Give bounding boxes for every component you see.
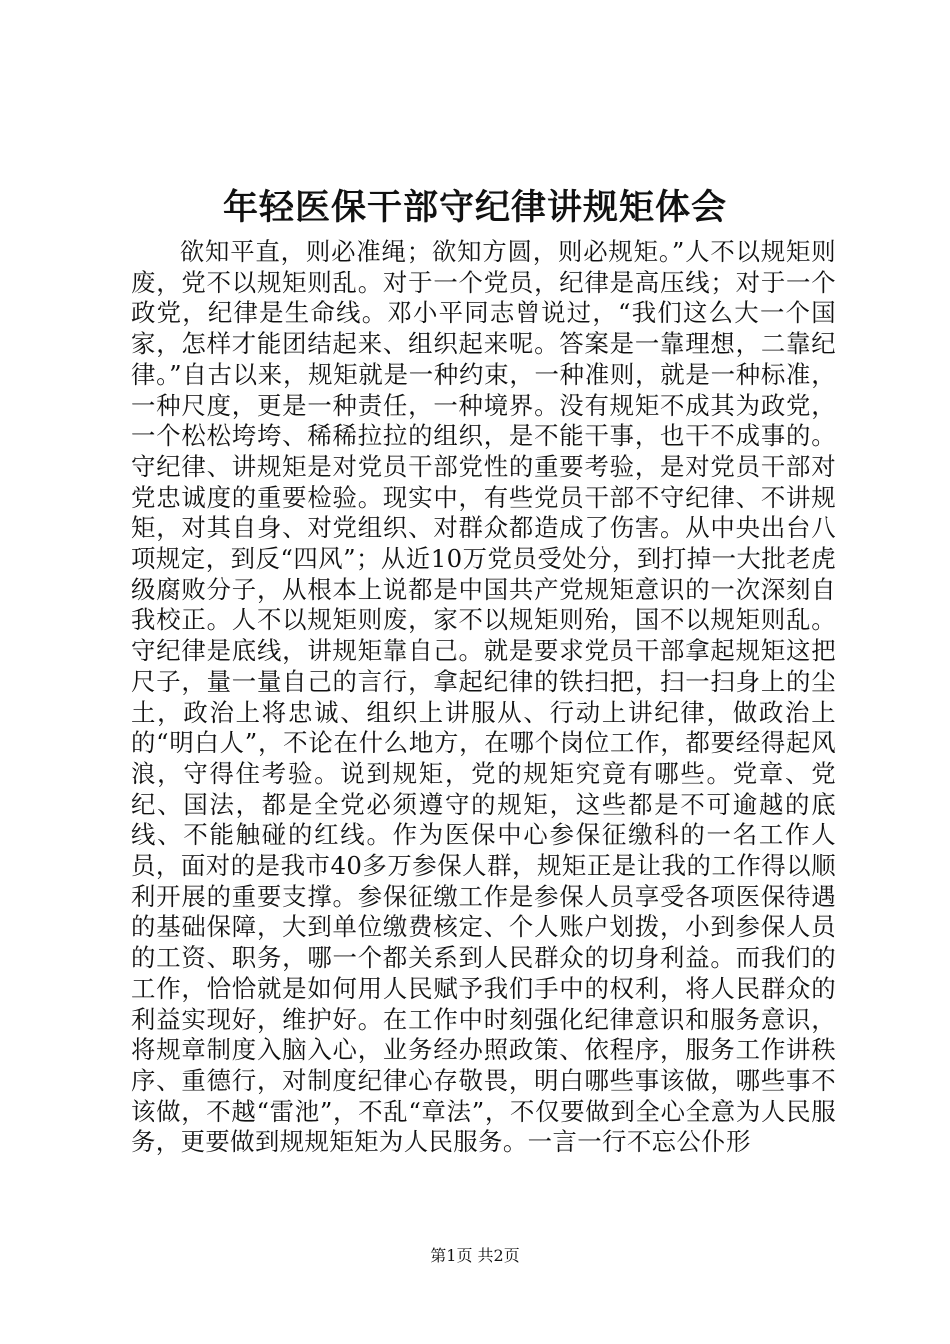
page-number-footer: 第1页 共2页 <box>430 1246 520 1265</box>
document-title: 年轻医保干部守纪律讲规矩体会 <box>222 187 727 228</box>
document-body-paragraph: 欲知平直，则必准绳；欲知方圆，则必规矩。”人不以规矩则废，党不以规矩则乱。对于一个党员，纪律是高压线；对于一个政党，纪律是生命线。邓小平同志曾说过，“我们这么大一个国家，怎样才能团结起来、组织起来呢。答案是一靠理想，二靠纪律。”自古以来，规矩就是一种约束，一种准则，就是一种标准，一种尺度，更是一种责任，一种境界。没有规矩不成其为政党，一个松松垮垮、稀稀拉拉的组织，是不能干事，也干不成事的。守纪律、讲规矩是对党员干部党性的重要考验，是对党员干部对党忠诚度的重要检验。现实中，有些党员干部不守纪律、不讲规矩，对其自身、对党组织、对群众都造成了伤害。从中央出台八项规定，到反“四风”；从近10万党员受处分，到打掉一大批老虎级腐败分子，从根本上说都是中国共产党规矩意识的一次深刻自我校正。人不以规矩则废，家不以规矩则殆，国不以规矩则乱。守纪律是底线，讲规矩靠自己。就是要求党员干部拿起规矩这把尺子，量一量自己的言行，拿起纪律的铁扫把，扫一扫身上的尘土，政治上将忠诚、组织上讲服从、行动上讲纪律，做政治上的“明白人”，不论在什么地方，在哪个岗位工作，都要经得起风浪，守得住考验。说到规矩，党的规矩究竟有哪些。党章、党纪、国法，都是全党必须遵守的规矩，这些都是不可逾越的底线、不能触碰的红线。作为医保中心参保征缴科的一名工作人员，面对的是我市40多万参保人群，规矩正是让我的工作得以顺利开展的重要支撑。参保征缴工作是参保人员享受各项医保待遇的基础保障，大到单位缴费核定、个人账户划拨，小到参保人员的工资、职务，哪一个都关系到人民群众的切身利益。而我们的工作，恰恰就是如何用人民赋予我们手中的权利，将人民群众的利益实现好，维护好。在工作中时刻强化纪律意识和服务意识，将规章制度入脑入心，业务经办照政策、依程序，服务工作讲秩序、重德行，对制度纪律心存敬畏，明白哪些事该做，哪些事不该做，不越“雷池”，不乱“章法”，不仅要做到全心全意为人民服务，更要做到规规矩矩为人民服务。一言一行不忘公仆形 <box>131 237 836 1157</box>
